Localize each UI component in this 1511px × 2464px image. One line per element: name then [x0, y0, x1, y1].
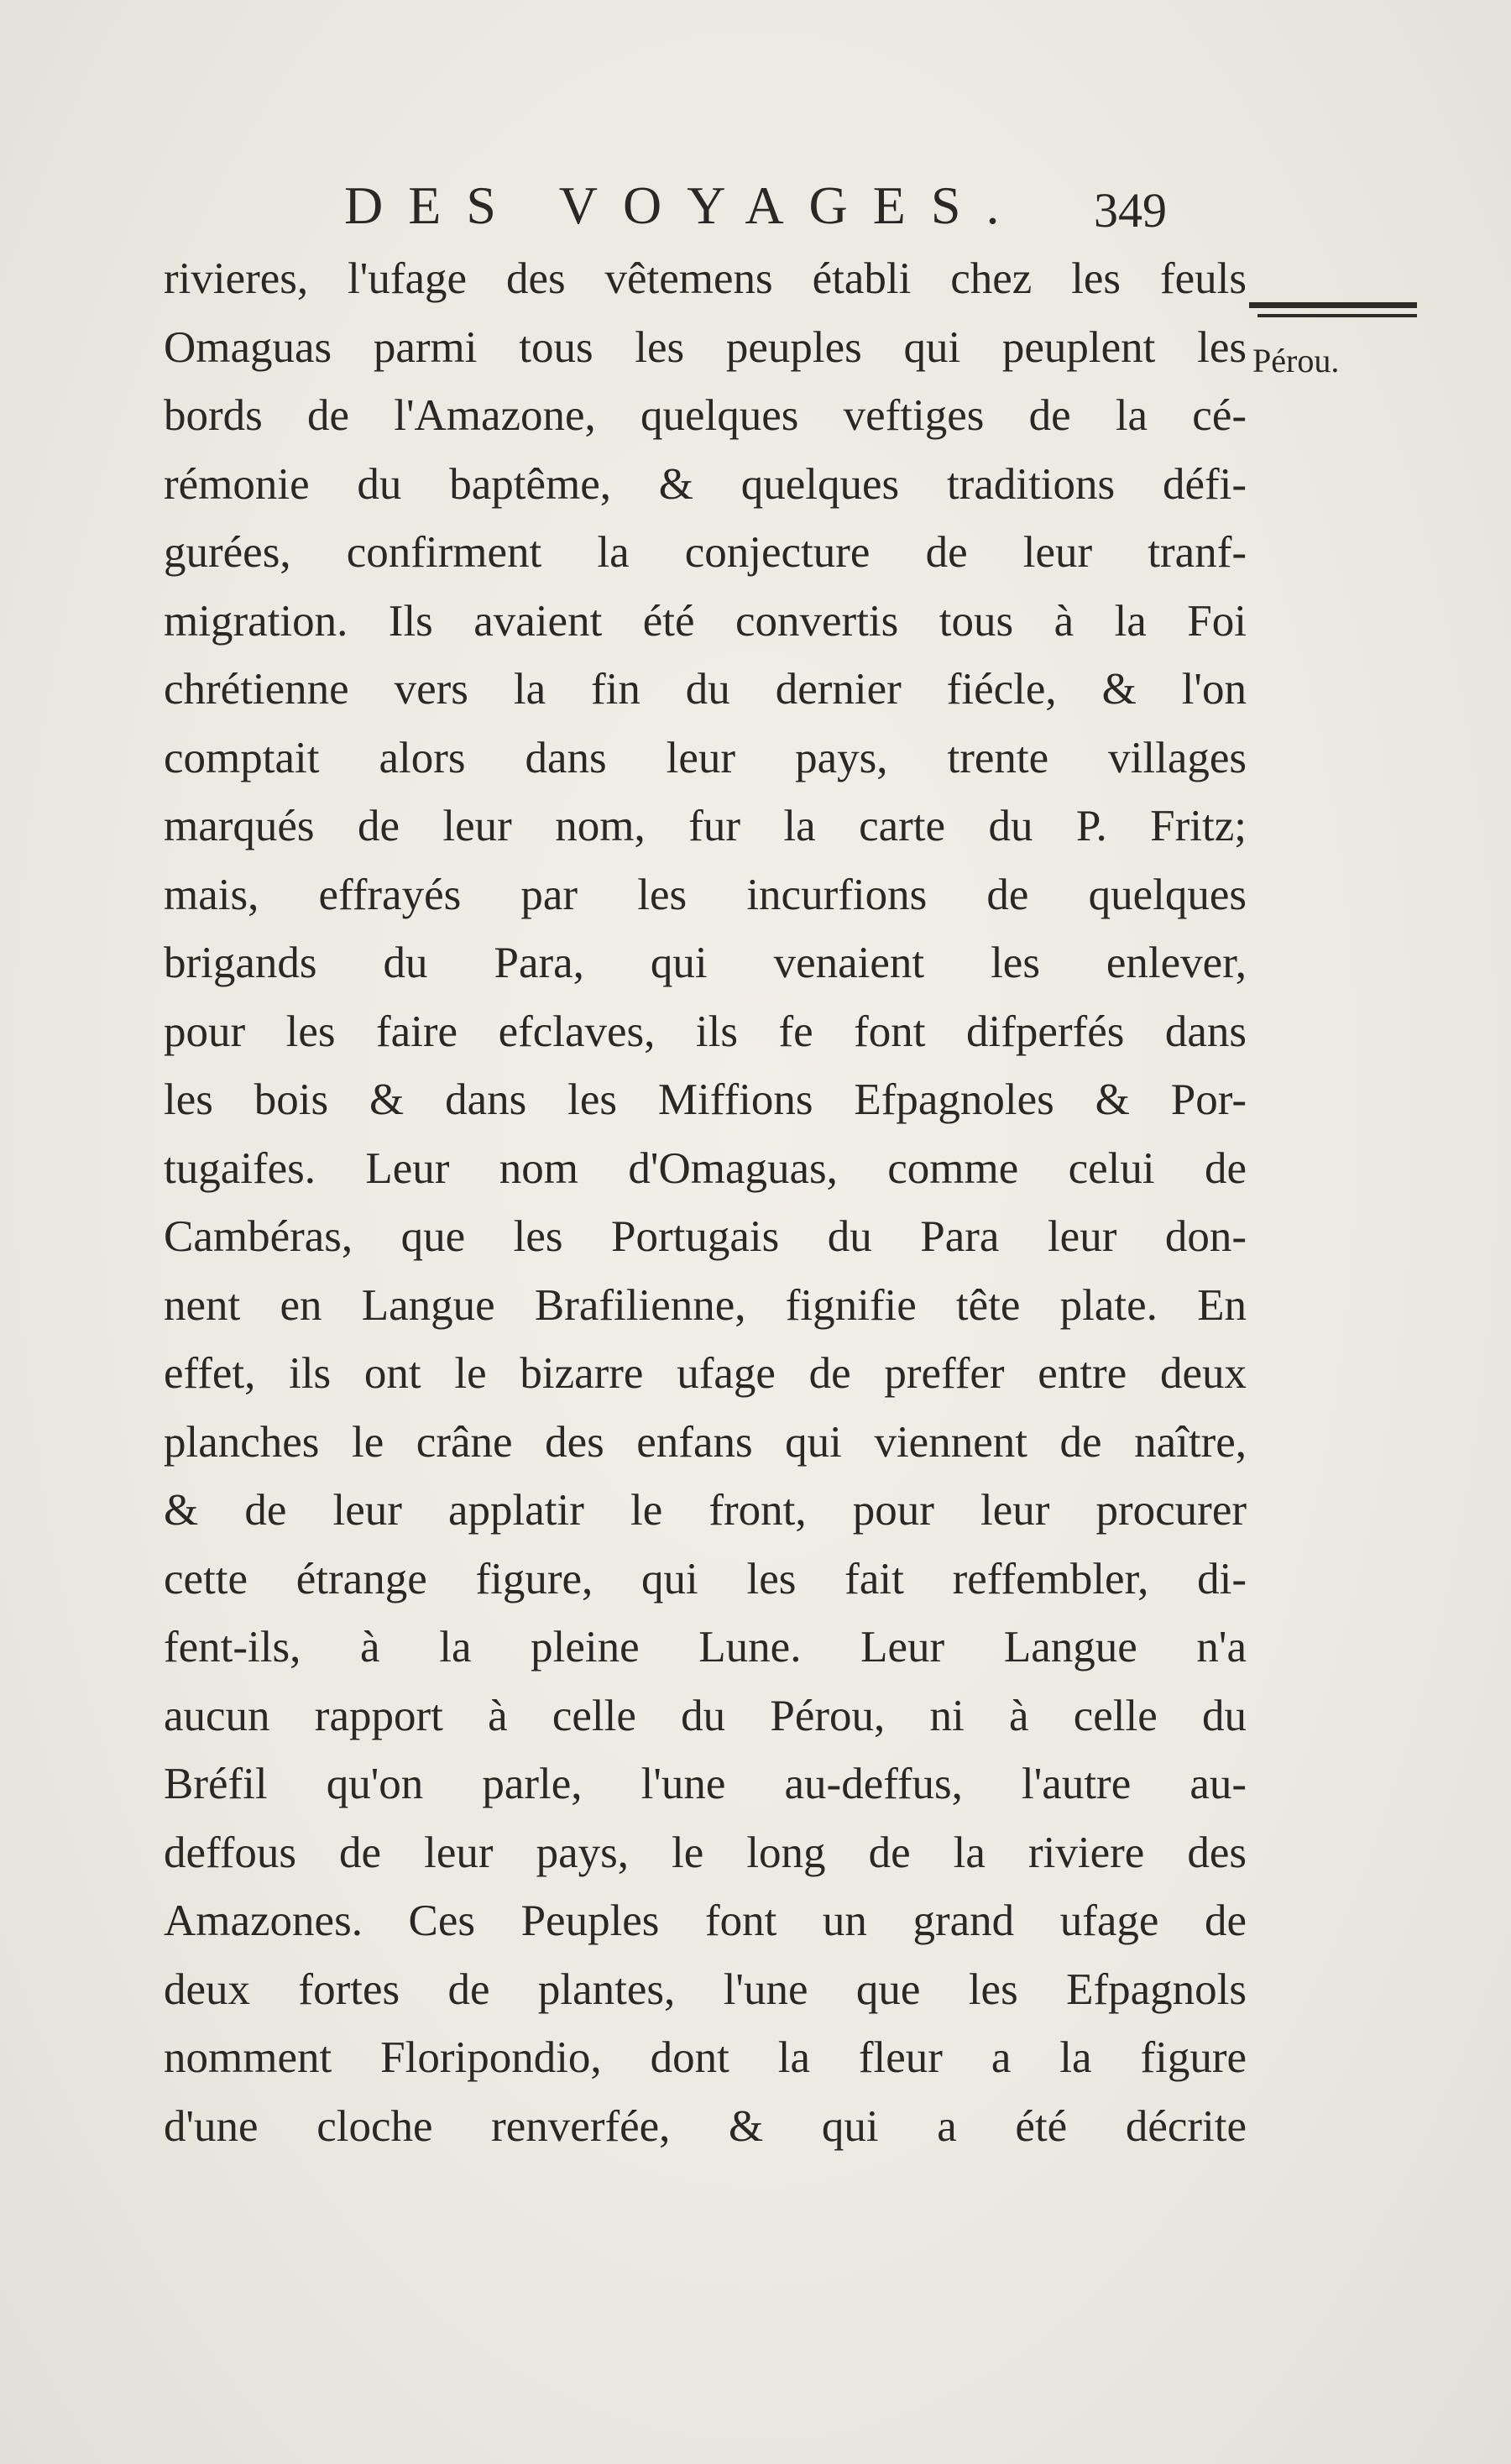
text-line: mais, effrayés par les incurfions de quelques — [164, 870, 1247, 919]
margin-note: Pérou. — [1252, 342, 1340, 379]
margin-rule-secondary — [1257, 314, 1417, 317]
text-line: migration. Ils avaient été convertis tous à la Foi — [164, 596, 1247, 646]
page-number: 349 — [1094, 183, 1167, 238]
text-line: Amazones. Ces Peuples font un grand ufage de — [164, 1896, 1247, 1945]
text-line: rivieres, l'ufage des vêtemens établi chez les feuls — [164, 254, 1247, 303]
text-line: nomment Floripondio, dont la fleur a la figure — [164, 2033, 1247, 2082]
text-line: Omaguas parmi tous les peuples qui peuplent les — [164, 322, 1247, 372]
text-line: bords de l'Amazone, quelques veftiges de la cé- — [164, 391, 1247, 440]
text-line: d'une cloche renverfée, & qui a été décrite — [164, 2101, 1247, 2151]
text-line: nent en Langue Brafilienne, fignifie tête plate. En — [164, 1280, 1247, 1330]
text-line: marqués de leur nom, fur la carte du P. Fritz; — [164, 802, 1247, 850]
text-line: comptait alors dans leur pays, trente villages — [164, 733, 1247, 782]
text-line: rémonie du baptême, & quelques traditions défi- — [164, 459, 1247, 509]
text-line: planches le crâne des enfans qui viennent de naître, — [164, 1417, 1247, 1467]
text-line: & de leur applatir le front, pour leur procurer — [164, 1486, 1247, 1535]
text-line: Cambéras, que les Portugais du Para leur don- — [164, 1212, 1247, 1261]
text-line: chrétienne vers la fin du dernier fiécle, & l'on — [164, 665, 1247, 714]
text-line: tugaifes. Leur nom d'Omaguas, comme celui de — [164, 1143, 1247, 1193]
text-line: effet, ils ont le bizarre ufage de preffer entre deux — [164, 1349, 1247, 1398]
text-line: deffous de leur pays, le long de la riviere des — [164, 1828, 1247, 1877]
text-line: les bois & dans les Miffions Efpagnoles & Por- — [164, 1075, 1247, 1124]
text-line: aucun rapport à celle du Pérou, ni à celle du — [164, 1691, 1247, 1740]
text-line: deux fortes de plantes, l'une que les Efpagnols — [164, 1964, 1247, 2014]
text-line: brigands du Para, qui venaient les enlever, — [164, 939, 1247, 987]
running-title: DES VOYAGES. — [344, 175, 1025, 235]
text-line: cette étrange figure, qui les fait reffembler, di- — [164, 1554, 1247, 1603]
text-line: fent-ils, à la pleine Lune. Leur Langue n'a — [164, 1623, 1247, 1671]
text-line: pour les faire efclaves, ils fe font difperfés dans — [164, 1007, 1247, 1056]
body-text — [164, 245, 1247, 2161]
text-line: gurées, confirment la conjecture de leur tranf- — [164, 528, 1247, 577]
text-line: Bréfil qu'on parle, l'une au-deffus, l'autre au- — [164, 1760, 1247, 1808]
running-head — [344, 172, 1217, 239]
margin-rule — [1249, 302, 1417, 308]
